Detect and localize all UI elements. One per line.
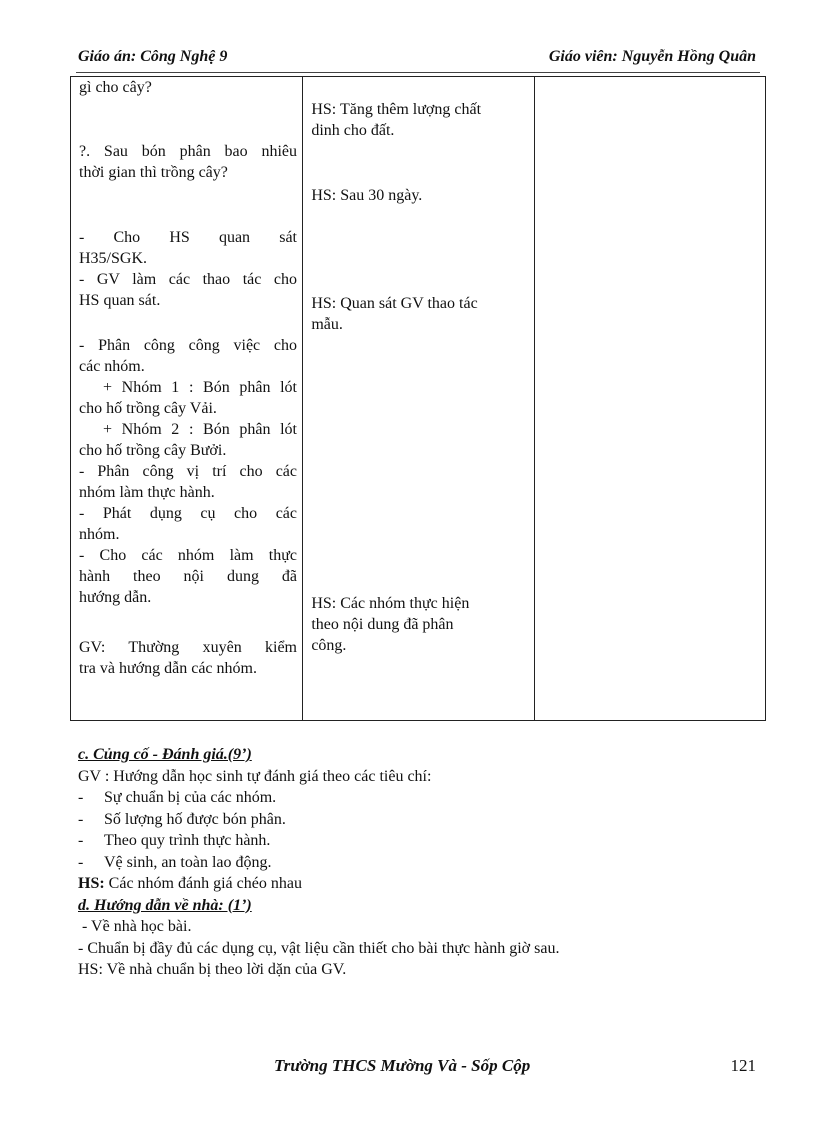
- student-activity-cell: [303, 77, 534, 721]
- col1-block-observe: [79, 227, 297, 311]
- text-line: thời gian thì trồng cây?: [79, 164, 228, 181]
- school-name: Trường THCS Mường Và - Sốp Cộp: [274, 1056, 531, 1075]
- text-line: - Cho các nhóm làm thực: [79, 547, 297, 564]
- text-line: nhóm làm thực hành.: [79, 484, 215, 501]
- text-line: - Phát dụng cụ cho các: [79, 505, 297, 522]
- hs-text: Các nhóm đánh giá chéo nhau: [104, 875, 302, 892]
- peer-assessment-line: [78, 873, 768, 895]
- criteria-item: [78, 787, 768, 809]
- text-line: tra và hướng dẫn các nhóm.: [79, 660, 257, 677]
- page-footer: [78, 1056, 756, 1078]
- page-number: 121: [730, 1056, 756, 1075]
- text-line: hành theo nội dung đã: [79, 568, 297, 585]
- text-line: HS: Tăng thêm lượng chất: [311, 101, 482, 118]
- text-line: mẫu.: [311, 316, 343, 333]
- criteria-text: Vệ sinh, an toàn lao động.: [104, 853, 272, 871]
- text-line: HS: Sau 30 ngày.: [311, 187, 423, 204]
- bullet-mark: -: [78, 789, 84, 806]
- criteria-item: [78, 852, 768, 874]
- homework-line: HS: Về nhà chuẩn bị theo lời dặn của GV.: [78, 961, 347, 978]
- homework-title: d. Hướng dẫn về nhà: (1’): [78, 896, 252, 914]
- col2-block-answer2: [311, 185, 526, 206]
- text-line: cho hố trồng cây Vải.: [79, 400, 217, 417]
- text-line: GV: Thường xuyên kiểm: [79, 639, 297, 656]
- bullet-mark: -: [78, 853, 84, 871]
- text-line: các nhóm.: [79, 358, 145, 375]
- text-line: hướng dẫn.: [79, 589, 152, 606]
- text-line: HS: Các nhóm thực hiện: [311, 595, 470, 612]
- col1-block-supervise: [79, 637, 297, 679]
- col1-block-question1: [79, 77, 297, 98]
- criteria-item: [78, 809, 768, 831]
- col2-block-perform: [311, 593, 526, 656]
- homework-line: - Về nhà học bài.: [78, 918, 192, 935]
- header-divider: [76, 72, 760, 73]
- text-line: + Nhóm 1 : Bón phân lót: [103, 379, 297, 396]
- criteria-text: Số lượng hố được bón phân.: [104, 810, 286, 828]
- text-line: gì cho cây?: [79, 79, 152, 96]
- bullet-mark: -: [78, 810, 84, 828]
- lesson-activity-table: [70, 76, 766, 721]
- homework-line: - Chuẩn bị đầy đủ các dụng cụ, vật liệu cần thiết cho bài thực hành giờ sau.: [78, 939, 560, 957]
- notes-cell: [534, 77, 765, 721]
- criteria-text: Sự chuẩn bị của các nhóm.: [104, 789, 277, 806]
- text-line: HS quan sát.: [79, 292, 161, 309]
- text-line: theo nội dung đã phân: [311, 616, 454, 633]
- consolidation-section: [78, 744, 768, 981]
- text-line: dinh cho đất.: [311, 122, 395, 139]
- col2-block-answer1: [311, 99, 526, 141]
- teacher-name: Giáo viên: Nguyễn Hồng Quân: [548, 48, 756, 65]
- text-line: HS: Quan sát GV thao tác: [311, 295, 478, 312]
- text-line: + Nhóm 2 : Bón phân lót: [103, 421, 297, 438]
- text-line: - Phân công công việc cho: [79, 337, 297, 354]
- criteria-item: [78, 830, 768, 852]
- page-header: [78, 48, 756, 70]
- text-line: - Phân công vị trí cho các: [79, 463, 297, 480]
- text-line: - Cho HS quan sát: [79, 229, 297, 246]
- col1-block-assignment: [79, 335, 297, 608]
- text-line: - GV làm các thao tác cho: [79, 271, 297, 288]
- text-line: nhóm.: [79, 526, 120, 543]
- subject-title: Giáo án: Công Nghệ 9: [78, 48, 228, 65]
- hs-label: HS:: [78, 875, 105, 892]
- col1-block-question2: [79, 141, 297, 183]
- text-line: H35/SGK.: [79, 250, 148, 267]
- criteria-text: Theo quy trình thực hành.: [104, 832, 271, 849]
- consolidation-intro: GV : Hướng dẫn học sinh tự đánh giá theo các tiêu chí:: [78, 767, 432, 785]
- text-line: công.: [311, 637, 347, 654]
- text-line: cho hố trồng cây Bưởi.: [79, 442, 227, 459]
- consolidation-title: c. Củng cố - Đánh giá.(9’): [78, 746, 252, 763]
- teacher-activity-cell: [71, 77, 303, 721]
- col2-block-observe: [311, 293, 526, 335]
- text-line: ?. Sau bón phân bao nhiêu: [79, 143, 297, 160]
- bullet-mark: -: [78, 832, 84, 849]
